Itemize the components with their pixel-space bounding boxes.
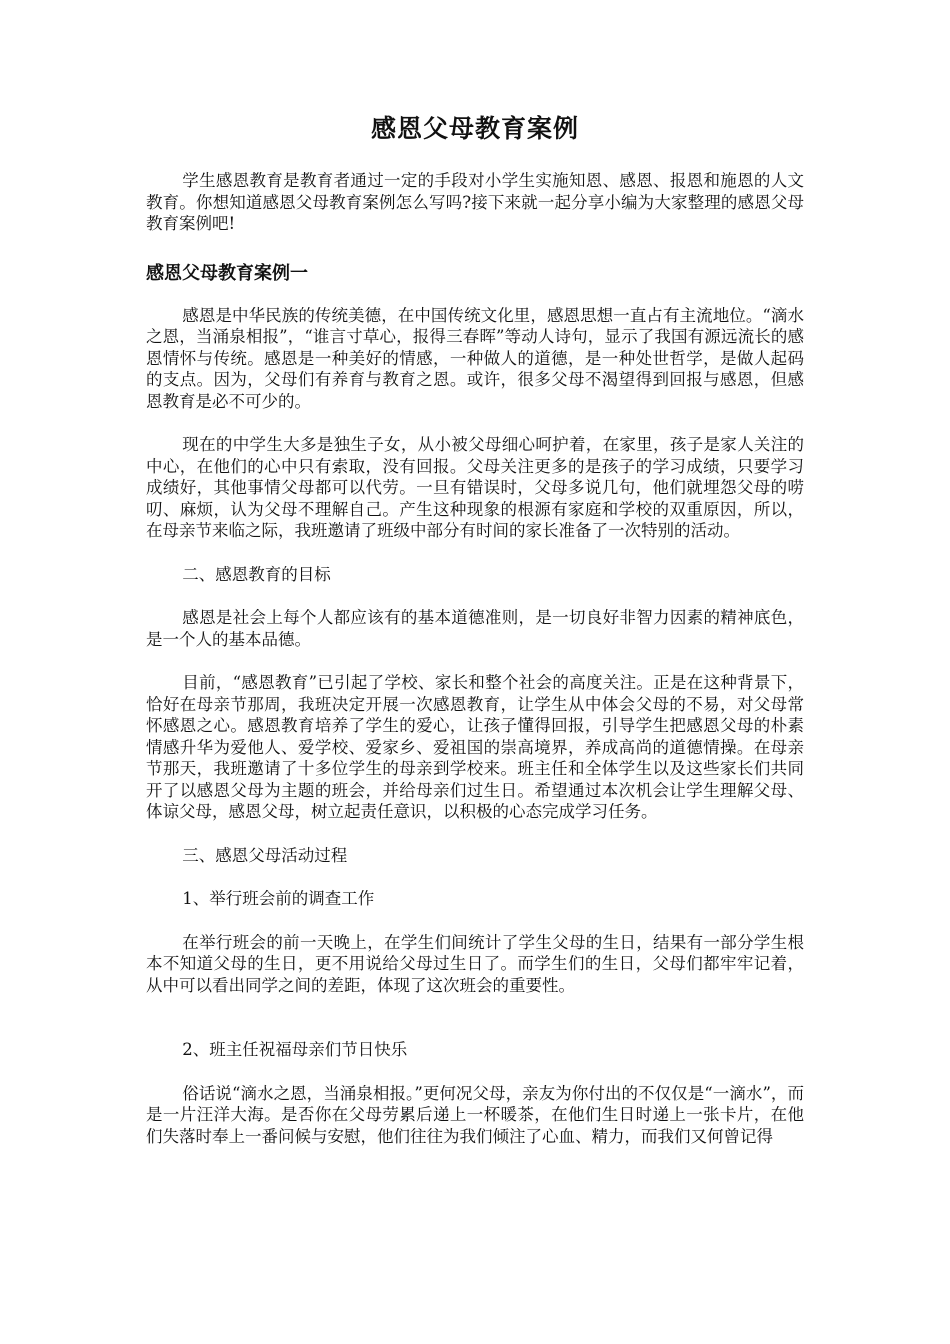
subheading-blessing: 2、班主任祝福母亲们节日快乐 <box>182 1040 408 1059</box>
subheading-process: 三、感恩父母活动过程 <box>182 845 348 865</box>
subheading-survey: 1、举行班会前的调查工作 <box>182 889 375 908</box>
section-heading: 感恩父母教育案例一 <box>146 262 308 284</box>
intro-paragraph: 学生感恩教育是教育者通过一定的手段对小学生实施知恩、感恩、报恩和施恩的人文教育。你想知道感恩父母教育案例怎么写吗?接下来就一起分享小编为大家整理的感恩父母教育案例吧! <box>146 171 804 233</box>
paragraph-goal-definition: 感恩是社会上每个人都应该有的基本道德准则，是一切良好非智力因素的精神底色，是一个人的基本品德。 <box>146 608 804 649</box>
paragraph-survey: 在举行班会的前一天晚上，在学生们间统计了学生父母的生日，结果有一部分学生根本不知道父母的生日，更不用说给父母过生日了。而学生们的生日，父母们都牢牢记着，从中可以看出同学之间的差距，体现了这次班会的重要性。 <box>146 932 804 995</box>
subheading-goals: 二、感恩教育的目标 <box>182 564 331 584</box>
document-title: 感恩父母教育案例 <box>370 114 579 143</box>
paragraph-background: 现在的中学生大多是独生子女，从小被父母细心呵护着，在家里，孩子是家人关注的中心，在他们的心中只有索取，没有回报。父母关注更多的是孩子的学习成绩，只要学习成绩好，其他事情父母都可以代劳。一旦有错误时，父母多说几句，他们就埋怨父母的唠叨、麻烦，认为父母不理解自己。产生这种现象的根源有家庭和学校的双重原因，所以，在母亲节来临之际，我班邀请了班级中部分有时间的家长准备了一次特别的活动。 <box>146 435 804 540</box>
paragraph-tradition: 感恩是中华民族的传统美德，在中国传统文化里，感恩思想一直占有主流地位。“滴水之恩，当涌泉相报”，“谁言寸草心，报得三春晖”等动人诗句，显示了我国有源远流长的感恩情怀与传统。感恩是一种美好的情感，一种做人的道德，是一种处世哲学，是做人起码的支点。因为，父母们有养育与教育之恩。或许，很多父母不渴望得到回报与感恩，但感恩教育是必不可少的。 <box>146 305 804 411</box>
paragraph-goal-details: 目前，“感恩教育”已引起了学校、家长和整个社会的高度关注。正是在这种背景下，恰好在母亲节那周，我班决定开展一次感恩教育，让学生从中体会父母的不易，对父母常怀感恩之心。感恩教育培养了学生的爱心，让孩子懂得回报，引导学生把感恩父母的朴素情感升华为爱他人、爱学校、爱家乡、爱祖国的崇高境界，养成高尚的道德情操。在母亲节那天，我班邀请了十多位学生的母亲到学校来。班主任和全体学生以及这些家长们共同开了以感恩父母为主题的班会，并给母亲们过生日。希望通过本次机会让学生理解父母、体谅父母，感恩父母，树立起责任意识，以积极的心态完成学习任务。 <box>146 673 804 821</box>
document-page <box>146 112 804 1169</box>
paragraph-blessing: 俗话说“滴水之恩，当涌泉相报。”更何况父母，亲友为你付出的不仅仅是“一滴水”，而是一片汪洋大海。是否你在父母劳累后递上一杯暖茶，在他们生日时递上一张卡片，在他们失落时奉上一番问候与安慰，他们往往为我们倾注了心血、精力，而我们又何曾记得 <box>146 1083 804 1146</box>
